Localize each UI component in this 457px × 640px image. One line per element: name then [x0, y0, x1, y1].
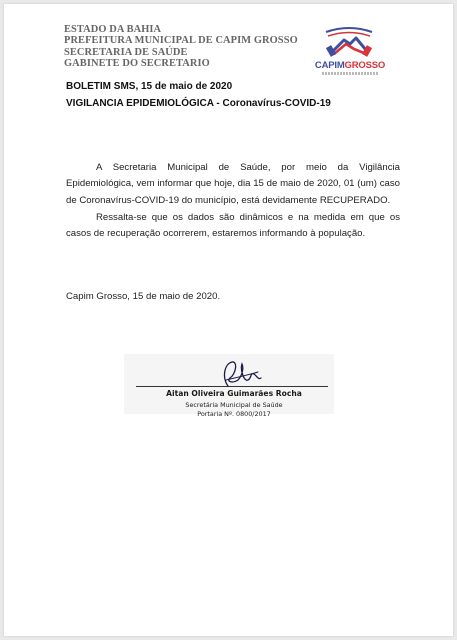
paragraph-1: A Secretaria Municipal de Saúde, por meio da Vigilância Epidemiológica, vem informar que hoje, dia 15 de maio de 2020, 01 (um) caso de Coronavírus-COVID-19 do município, está devidamente RECUPERADO.: [66, 162, 400, 206]
municipality-logo: [304, 22, 394, 82]
letterhead-line: ESTADO DA BAHIA: [64, 24, 162, 35]
letterhead: [64, 24, 298, 70]
place-date: Capim Grosso, 15 de maio de 2020.: [66, 291, 221, 302]
signatory-ordinance: Portaria Nº. 0800/2017: [197, 410, 271, 418]
letterhead-line: GABINETE DO SECRETARIO: [64, 58, 210, 70]
logo-tagline: [322, 72, 378, 75]
paragraph-2: Ressalta-se que os dados são dinâmicos e na medida em que os casos de recuperação ocorrerem, estaremos informando à população.: [66, 212, 400, 240]
bulletin-subtitle: VIGILANCIA EPIDEMIOLÓGICA - Coronavírus-COVID-19: [66, 98, 331, 109]
handshake-logo-icon: [304, 22, 394, 62]
signatory-name: Aitan Oliveira Guimarães Rocha: [166, 389, 302, 398]
handwritten-signature: [214, 356, 264, 392]
logo-wordmark: CAPIMGROSSO: [314, 60, 386, 71]
signatory-role: Secretária Municipal de Saúde: [185, 401, 283, 409]
letterhead-line: SECRETARIA DE SAÚDE: [64, 46, 188, 58]
document-page: [4, 4, 453, 636]
letterhead-line: PREFEITURA MUNICIPAL DE CAPIM GROSSO: [64, 35, 298, 47]
bulletin-title: BOLETIM SMS, 15 de maio de 2020: [66, 81, 233, 92]
